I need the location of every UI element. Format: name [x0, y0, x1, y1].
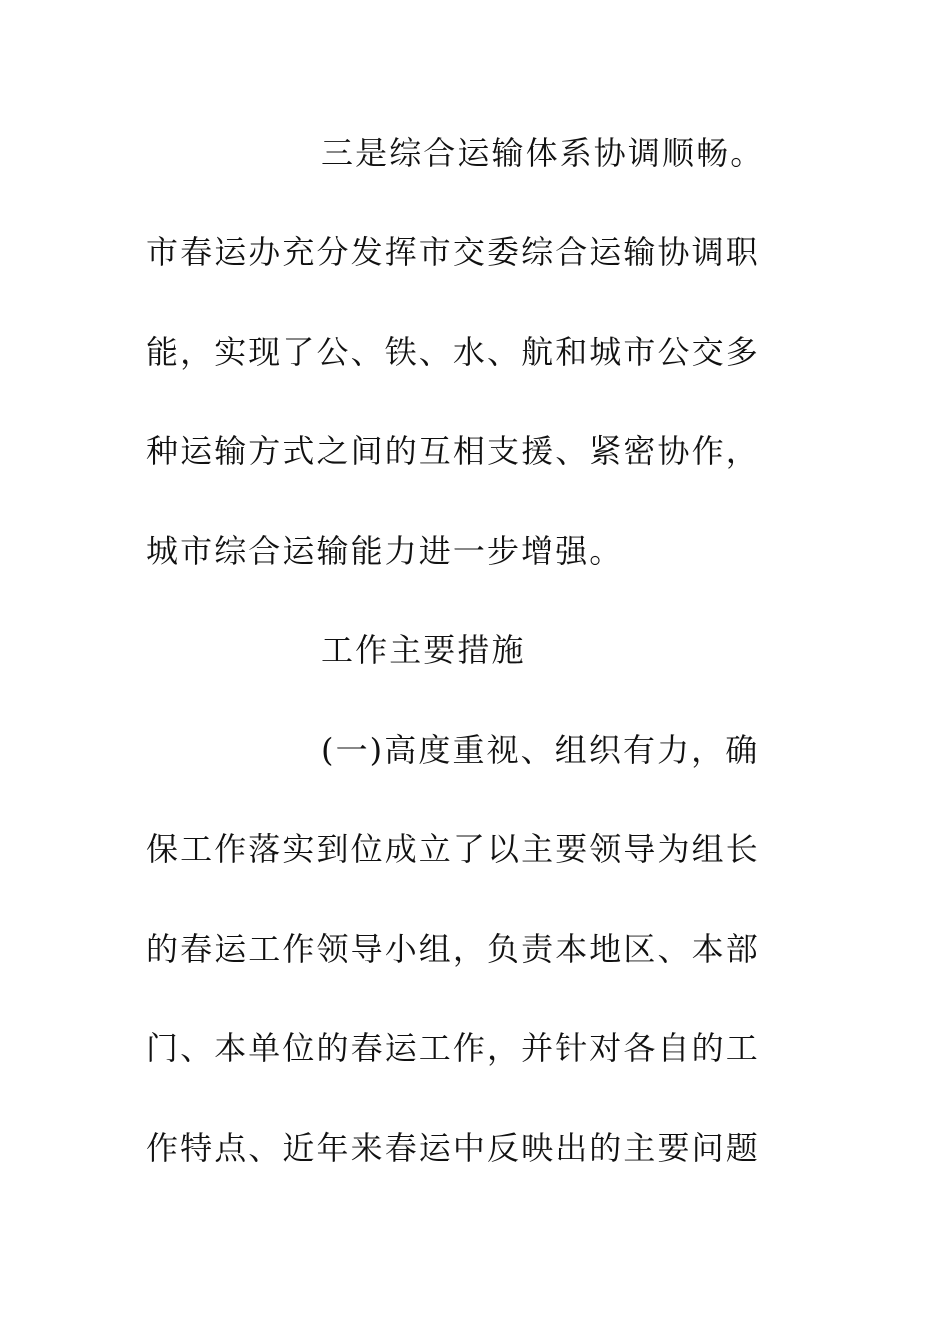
- paragraph-line-3: 能，实现了公、铁、水、航和城市公交多: [146, 333, 760, 371]
- paragraph-line-8: 保工作落实到位成立了以主要领导为组长: [146, 830, 760, 868]
- paragraph-line-2: 市春运办充分发挥市交委综合运输协调职: [146, 233, 760, 271]
- section-heading: 工作主要措施: [321, 631, 526, 669]
- paragraph-line-7: (一)高度重视、组织有力，确: [321, 731, 760, 769]
- paragraph-line-11: 作特点、近年来春运中反映出的主要问题: [146, 1129, 760, 1167]
- paragraph-line-1: 三是综合运输体系协调顺畅。: [321, 134, 765, 172]
- paragraph-line-4: 种运输方式之间的互相支援、紧密协作，: [146, 432, 760, 470]
- paragraph-line-5: 城市综合运输能力进一步增强。: [146, 532, 624, 570]
- paragraph-line-9: 的春运工作领导小组，负责本地区、本部: [146, 930, 760, 968]
- paragraph-line-10: 门、本单位的春运工作，并针对各自的工: [146, 1029, 760, 1067]
